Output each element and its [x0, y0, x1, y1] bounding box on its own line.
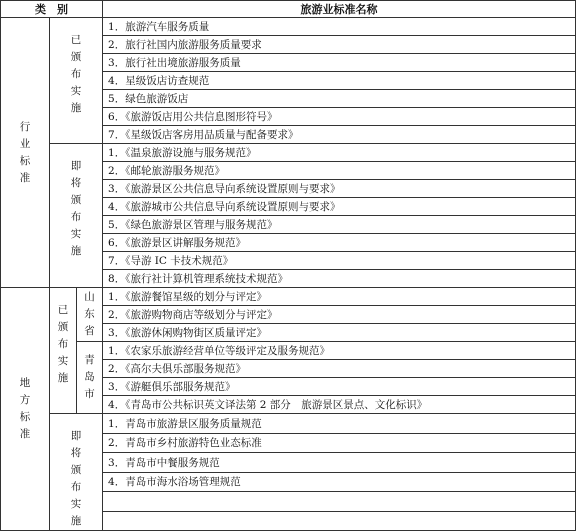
list-item: 2．《旅游购物商店等级划分与评定》: [103, 306, 576, 324]
list-item: 6．《旅游饭店用公共信息图形符号》: [103, 108, 576, 126]
standard-name-header: 旅游业标准名称: [103, 1, 576, 18]
list-item: 2．旅行社国内旅游服务质量要求: [103, 36, 576, 54]
list-item: 3．旅行社出境旅游服务质量: [103, 54, 576, 72]
list-item: 3．《旅游景区公共信息导向系统设置原则与要求》: [103, 180, 576, 198]
local-upcoming-label: 即将颁布实施: [50, 414, 103, 531]
list-item: 1．《温泉旅游设施与服务规范》: [103, 144, 576, 162]
list-item: 4．《青岛市公共标识英文译法第 2 部分 旅游景区景点、文化标识》: [103, 396, 576, 414]
list-item: 1．《旅游餐馆星级的划分与评定》: [103, 288, 576, 306]
list-item: 5．绿色旅游饭店: [103, 90, 576, 108]
empty-row: [103, 492, 576, 512]
list-item: 4．星级饭店访查规范: [103, 72, 576, 90]
list-item: 8．《旅行社计算机管理系统技术规范》: [103, 270, 576, 288]
list-item: 2．青岛市乡村旅游特色业态标准: [103, 433, 576, 453]
list-item: 7．《星级饭店客房用品质量与配备要求》: [103, 126, 576, 144]
industry-upcoming-label: 即将颁布实施: [50, 144, 103, 288]
shandong-label: 山东省: [77, 288, 103, 342]
qingdao-label: 青岛市: [77, 342, 103, 414]
list-item: 5．《绿色旅游景区管理与服务规范》: [103, 216, 576, 234]
list-item: 1．《农家乐旅游经营单位等级评定及服务规范》: [103, 342, 576, 360]
list-item: 2．《邮轮旅游服务规范》: [103, 162, 576, 180]
list-item: 3．《旅游休闲购物街区质量评定》: [103, 324, 576, 342]
list-item: 1．旅游汽车服务质量: [103, 18, 576, 36]
list-item: 6．《旅游景区讲解服务规范》: [103, 234, 576, 252]
list-item: 2．《高尔夫俱乐部服务规范》: [103, 360, 576, 378]
list-item: 3．《游艇俱乐部服务规范》: [103, 378, 576, 396]
local-standard-label: 地方标准: [1, 288, 50, 531]
list-item: 4．《旅游城市公共信息导向系统设置原则与要求》: [103, 198, 576, 216]
list-item: 4．青岛市海水浴场管理规范: [103, 472, 576, 492]
list-item: 3．青岛市中餐服务规范: [103, 453, 576, 473]
industry-published-label: 已颁布实施: [50, 18, 103, 144]
list-item: 1．青岛市旅游景区服务质量规范: [103, 414, 576, 434]
list-item: 7．《导游 IC 卡技术规范》: [103, 252, 576, 270]
category-header: 类 别: [1, 1, 103, 18]
local-published-label: 已颁布实施: [50, 288, 77, 414]
industry-standard-label: 行业标准: [1, 18, 50, 288]
